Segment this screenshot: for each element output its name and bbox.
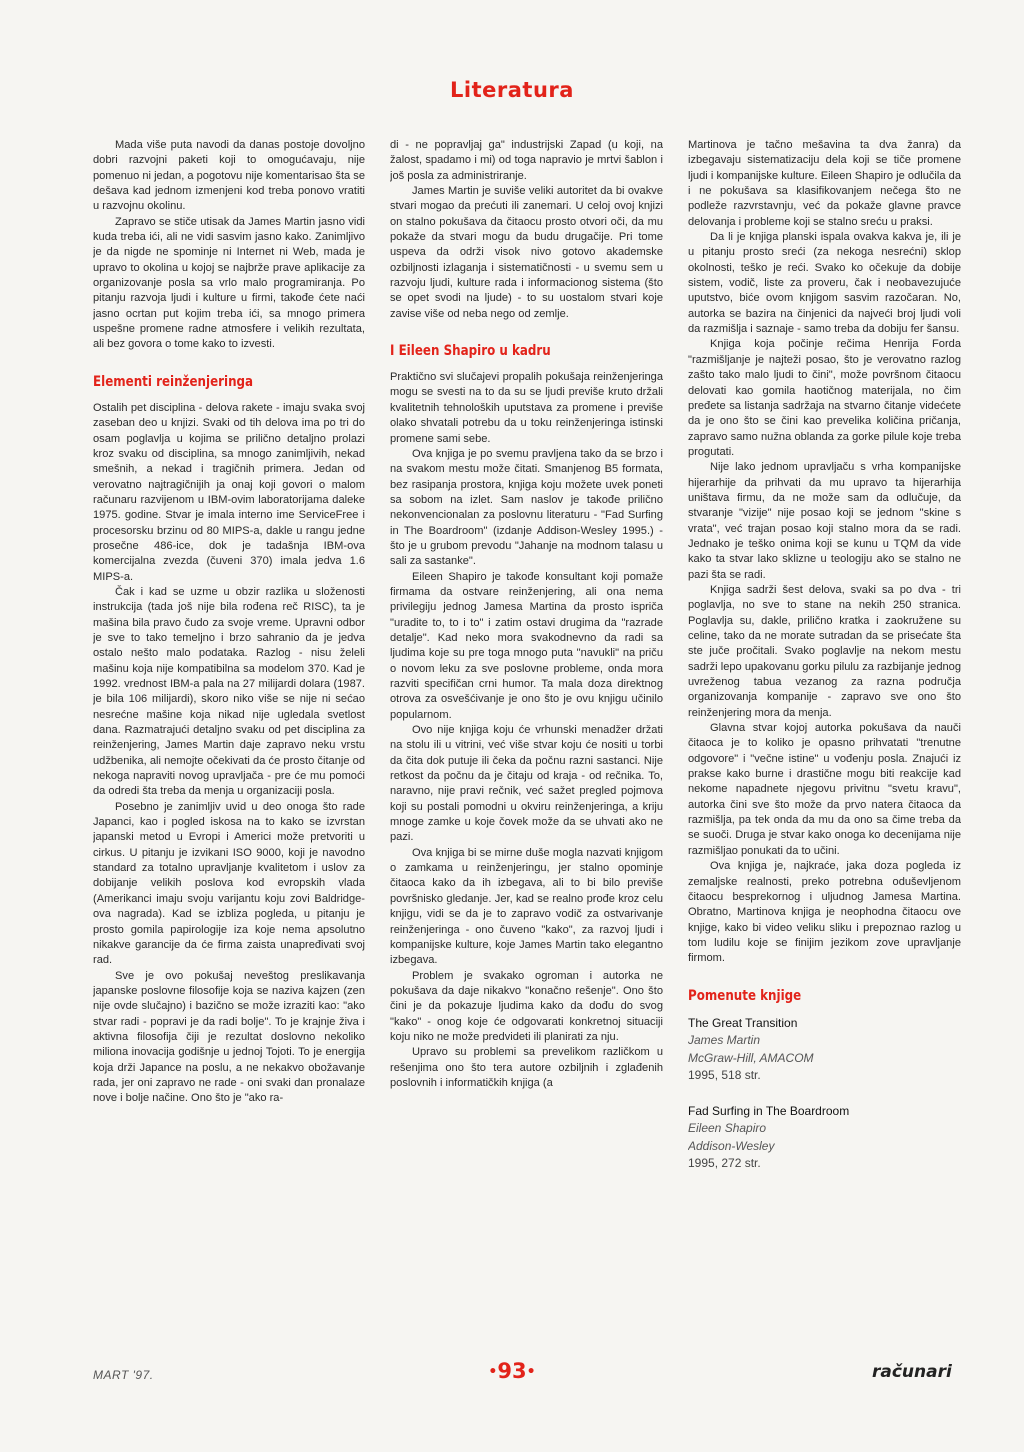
issue-date: MART '97. — [93, 1368, 154, 1382]
paragraph: Posebno je zanimljiv uvid u deo onoga što rade Japanci, kao i pogled iskosa na to kako se izvrstan japanski metod u Evropi i Americi može pretvoriti u cirkus. U pitanju je izvikani ISO 9000, koji je navodno standard za totalno upravljanje kvalitetom i uslov za dobijanje velikih poslova kod evropskih vlada (Amerikanci imaju svoju varijantu koju zovi Baldridge-ova nagrada). Kad se izbliza pogleda, u pitanju je prosto gomila papirologije iza koje nema apsolutno nikakve garancije da će firma zaista unapređivati svoj rad. — [93, 800, 365, 967]
paragraph: Ostalih pet disciplina - delova rakete - imaju svaka svoj zaseban deo u knjizi. Svaki od tih delova ima po tri do osam poglavlja u kojima se prilično detaljno prolazi kroz svaku od disciplina, sa mnogo zanimljivih, nekad smešnih, a nekad i tragičnih primera. Jedan od verovatno najtragičnijih ja onaj koji govori o malom računaru razvijenom u IBM-ovim laboratorijama daleke 1975. godine. Stvar je imala interno ime ServiceFree i procesorsku brzinu od 80 MIPS-a, dakle u rangu jedne prosečne 486-ice, dok je tadašnja IBM-ova komercijalna zvezda (čuveni 370) imala jedva 1.6 MIPS-a. — [93, 401, 365, 583]
paragraph: Sve je ovo pokušaj neveštog preslikavanja japanske poslovne filosofije koja se naziva kajzen (zen nije ovde slučajno) i bazično se može izraziti kao: "ako stvar radi - popravi je da radi bolje". To je krajnje živa i aktivna filosofija čiji je rezultat doslovno nekoliko miliona inovacija godišnje u jednoj Tojoti. To je energija koja drži Japance na poslu, a ne nekakvo obožavanje rada, jer oni zapravo ne rade - oni svaki dan pronalaze nove i bolje načine. Ono što je "ako ra- — [93, 969, 365, 1105]
paragraph: di - ne popravljaj ga" industrijski Zapad (u koji, na žalost, spadamo i mi) od toga napravio je mrtvi šablon i još posla za administriranje. — [390, 139, 663, 182]
paragraph: Ova knjiga je, najkraće, jaka doza pogleda iz zemaljske realnosti, preko potrebna oduševljenom čitaocu besprekornog i uljudnog Jamesa Martina. Obratno, Martinova knjiga je neophodna čitaocu ove knjige, kako bi video veliku sliku i prepoznao razlog u tom ludilu koje se finijim jezikom zove upravljanje firmom. — [688, 860, 961, 965]
paragraph: Nije lako jednom upravljaču s vrha kompanijske hijerarhije da prihvati da mu upravo ta hijerarhija uništava firmu, da ne može sam da odlučuje, da stvaranje "vizije" nije posao koji se jednom "skine s vrata", već trajan posao koji stalno mora da se radi. Jednako je teško onima koji se kunu u TQM da vide kako ta stvar lako sklizne u teologiju ako se stalno ne pazi šta se radi. — [688, 461, 961, 581]
book-title: The Great Transition — [688, 1015, 798, 1030]
paragraph: Mada više puta navodi da danas postoje dovoljno dobri razvojni paketi koji to omogućavaju, nije pomenuo ni jedan, a pogotovu nije komentarisao šta se dešava kad jednom izmenjeni kod treba ponovo vratiti u razvojnu okolinu. — [93, 139, 365, 213]
paragraph: Ova knjiga bi se mirne duše mogla nazvati knjigom o zamkama u reinženjeringu, jer stalno opominje čitaoca kako da ih izbegava, ali to bi bilo previše površnisko gledanje. Jer, kad se realno prođe kroz celu knjigu, vidi se da je to zapravo vodič za ostvarivanje reinženjeringa - ono čuveno "kako", za razvoj ljudi i kompanijske kulture, koje James Martin tako elegantno izbegava. — [390, 846, 663, 967]
page-number-value: 93 — [497, 1359, 527, 1383]
bullet-icon: • — [488, 1364, 498, 1380]
paragraph: Praktično svi slučajevi propalih pokušaja reinženjeringa mogu se svesti na to da su se ljudi previše kruto držali kvalitetnih tehnoloških uputstava za promene i previše olako shvatali potrebu da u toku reinženjeringa istinski promene sami sebe. — [390, 371, 663, 445]
paragraph: Zapravo se stiče utisak da James Martin jasno vidi kuda treba ići, ali ne vidi sasvim jasno kako. Zanimljivo je da nigde ne spominje ni Internet ni Web, mada je upravo to okolina u kojoj se najbrže prave aplikacije za organizovanje posla sa vrlo malo programiranja. Po pitanju razvoja ljudi i kulture u firmi, takođe ćete naći jasno ocrtan put kojim treba ići, sa mnogo primera uspešne promene radne atmosfere i velikih rezultata, ali bez govora o tome kako to izvesti. — [93, 215, 365, 351]
paragraph: Martinova je tačno mešavina ta dva žanra) da izbegavaju sistematizaciju dela koji se tiče promene ljudi i kompanijske kulture. Eileen Shapiro je odlučila da i ne pokušava sa klasifikovanjem nečega što ne podleže razvrstavnju, već da pokaže glavne pravce delovanja i probleme koji se stalno sreću u praksi. — [688, 139, 961, 228]
article-column-2 — [390, 138, 663, 1343]
section-heading-books: Pomenute knjige — [688, 987, 802, 1004]
paragraph: Knjiga koja počinje rečima Henrija Forda "razmišljanje je najteži posao, što je verovatno razlog zašto tako malo ljudi to čini", može površnom čitaocu delovati kao gomila haotičnog materijala, no čim pređete sa listanja sadržaja na stvarno čitanje videćete da je ono što se čini kao prevelika količina pričanja, zapravo samo nužna oblanda za gorke pilule koje treba progutati. — [688, 338, 961, 458]
book-entry-1 — [688, 1015, 961, 1085]
section-heading-shapiro: I Eileen Shapiro u kadru — [390, 343, 551, 360]
section-heading-elementi: Elementi reinženjeringa — [93, 373, 254, 390]
page-title: Literatura — [450, 78, 574, 102]
book-author: James Martin — [688, 1033, 761, 1048]
paragraph: Upravo su problemi sa prevelikom različkom u rešenjima ono što tera autore ozbiljnih i zglađenih poslovnih i informatičkih knjiga (a — [390, 1046, 663, 1089]
article-column-1 — [93, 138, 365, 1343]
paragraph: Glavna stvar kojoj autorka pokušava da nauči čitaoca je to koliko je opasno prihvatati "trenutne odgovore" i "večne istine" u vođenju posla. Znajući iz prakse kako burne i drastične mogu biti reakcije kad nekome napadnete njegovu privitnu "svetu kravu", autorka čini sve što može da prvo natera čitaoca da razmišlja, pa tek onda da mu da ono sa čime treba da se suoči. Druga je stvar kako onoga ko decenijama nije razmišljao ponukati da to učini. — [688, 722, 961, 857]
book-publisher: Addison-Wesley — [688, 1138, 775, 1153]
paragraph: Da li je knjiga planski ispala ovakva kakva je, ili je u pitanju prosto sreći (za nekoga nesrećni) sklop okolnosti, teško je reći. Svako ko očekuje da dobije sistem, vodič, liste za proveru, čak i neobavezujuće uputstvo, biće ovom knjigom sasvim razočaran. No, autorka se bazira na činjenici da najveći broj ljudi voli da razmišlja i saznaje - samo treba da dobiju fer šansu. — [688, 231, 961, 336]
article-column-3 — [688, 138, 961, 1343]
page-number — [0, 1359, 1024, 1383]
book-title: Fad Surfing in The Boardroom — [688, 1103, 850, 1118]
paragraph: Ovo nije knjiga koju će vrhunski menadžer držati na stolu ili u vitrini, već više stvar koju će nositi u torbi da čita dok putuje ili čeka da počnu razni sastanci. Nije retkost da počnu da je čitaju od kraja - od rečnika. To, naravno, nije pravi rečnik, već sažet pregled pojmova koji su postali pomodni u okviru reinženjeringa, a kriju mnoge zamke u koje čovek može da se uhvati ako ne pazi. — [390, 724, 663, 844]
paragraph: James Martin je suviše veliki autoritet da bi ovakve stvari mogao da prećuti ili zanemari. U celoj ovoj knjizi on stalno pokušava da čitaocu prosto otvori oči, da mu pokaže da stvari mogu da budu drugačije. Pri tome uspeva da održi visok nivo gotovo akademske ozbiljnosti izlaganja i sistematičnosti - u svemu sem u razvoju ljudi, kulture rada i informacionog sistema (što se opet svodi na ljude) - to su uostalom stvari koje zavise više od neba nego od zemlje. — [390, 185, 663, 320]
book-info: 1995, 518 str. — [688, 1068, 761, 1083]
book-info: 1995, 272 str. — [688, 1156, 761, 1171]
column-1-intro — [93, 138, 365, 353]
bullet-icon: • — [526, 1364, 536, 1380]
book-list — [688, 1015, 961, 1173]
paragraph: Problem je svakako ogroman i autorka ne pokušava da daje nikakvo "konačno rešenje". Ono što čini je da pokazuje ljudima kako da dođu do svog "kako" - onog koje će odgovarati konkretnoj situaciji koju niko ne može predvideti ili planirati za nju. — [390, 969, 663, 1043]
paragraph: Čak i kad se uzme u obzir razlika u složenosti instrukcija (tada još nije bila rođena reč RISC), ta je mašina bila pravo čudo za svoje vreme. Upravni odbor je sve to tako temeljno i brzo sahranio da je jedva ostalo nešto malo podataka. Razlog - nisu želeli mašinu koja nije kompatibilna sa modelom 370. Kad je 1992. vrednost IBM-a pala na 27 milijardi dolara (1987. je bila 106 milijardi), skoro niko više se nije ni sećao nesrećne mašine koja nikad nije ugledala svetlost dana. Razmatrajući detaljno svaku od pet disciplina za reinženjering, James Martin daje zapravo neku vrstu udžbenika, ali nemojte očekivati da će prosto čitanje od nekoga napraviti novog upravljača - pre će mu pomoći da odredi šta treba da menja u organizaciji posla. — [93, 585, 365, 798]
paragraph: Ova knjiga je po svemu pravljena tako da se brzo i na svakom mestu može čitati. Smanjenog B5 formata, bez rasipanja prostora, knjiga koju možete uvek poneti sa sobom na izlet. Sam naslov je takođe prilično nekonvencionalan za poslovnu literaturu - "Fad Surfing in The Boardroom" (izdanje Addison-Wesley 1995.) - što je u grubom prevodu "Jahanje na modnom talasu u sali za sastanke". — [390, 447, 663, 568]
book-author: Eileen Shapiro — [688, 1121, 767, 1136]
magazine-name: računari — [872, 1362, 952, 1382]
book-entry-2 — [688, 1103, 961, 1173]
paragraph: Eileen Shapiro je takođe konsultant koji pomaže firmama da ostvare reinženjering, ali ona nema privilegiju jednog Jamesa Martina da prosto ispriča "uradite to, to i to" i zatim ostavi drugima da "razrade detalje". Kad neko mora svakodnevno da radi sa ljudima koje su pre toga mnogo puta "navukli" na priču o novom leku za sve poslovne probleme, onda mora razviti specifičan crni humor. Ta mala doza direktnog otrova za osvešćivanje je ono što je ovu knjigu učinilo popularnom. — [390, 570, 663, 721]
paragraph: Knjiga sadrži šest delova, svaki sa po dva - tri poglavlja, no sve to stane na nekih 250 stranica. Poglavlja su, dakle, prilično kratka i zaokružene su celine, tako da ne morate sutradan da se prisećate šta ste juče pročitali. Svako poglavlje na nekom mestu sadrži lepo upakovanu gorku pilulu za razbijanje jednog uvreženog tabua vezanog za razna područja organizovanja kompanije - zapravo sve ono što reinženjering mora da menja. — [688, 583, 961, 719]
book-publisher: McGraw-Hill, AMACOM — [688, 1050, 814, 1065]
